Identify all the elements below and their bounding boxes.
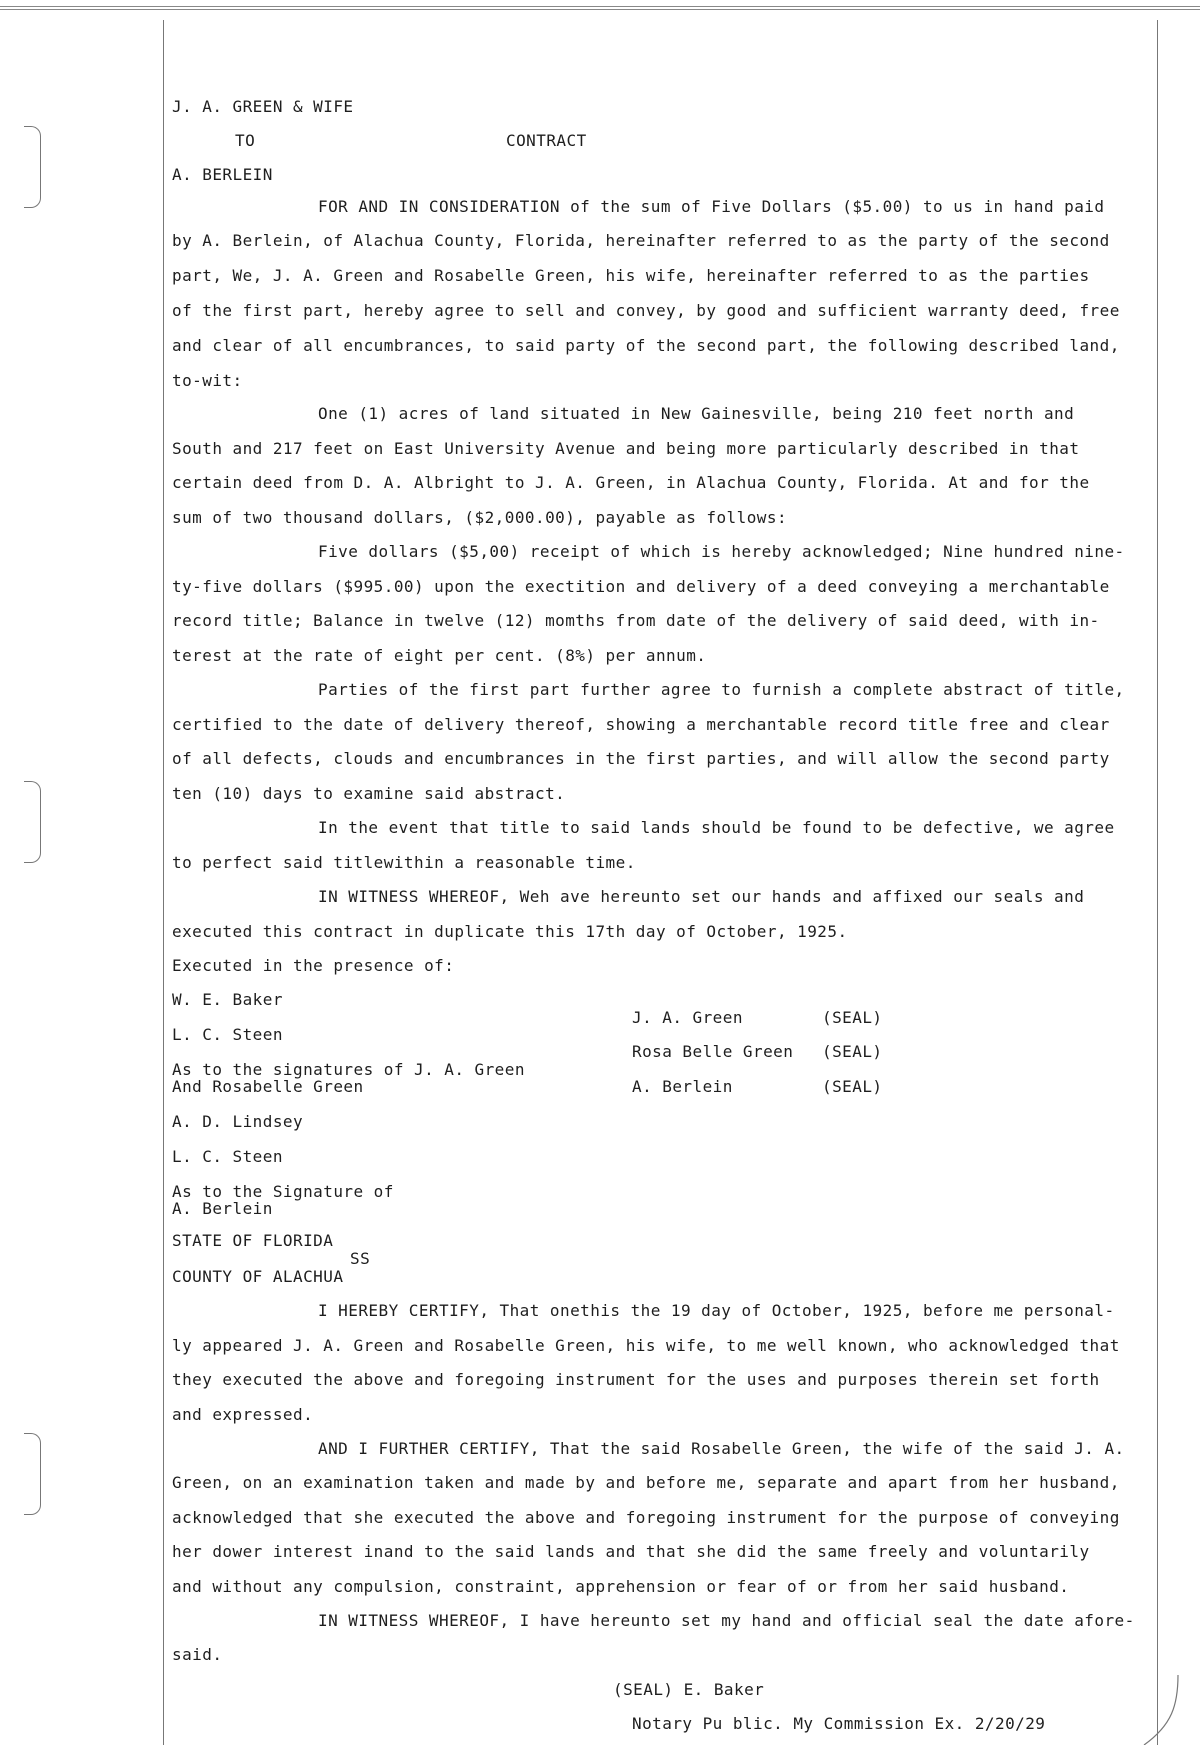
certificate-line-5: AND I FURTHER CERTIFY, That the said Rosabelle Green, the wife of the said J. A. [318, 1439, 1125, 1458]
signature-seal-3: (SEAL) [822, 1077, 883, 1096]
certificate-line-6: Green, on an examination taken and made by and before me, separate and apart from her husband, [172, 1473, 1120, 1492]
certificate-line-10: IN WITNESS WHEREOF, I have hereunto set my hand and official seal the date afore- [318, 1611, 1135, 1630]
certificate-line-2: ly appeared J. A. Green and Rosabelle Green, his wife, to me well known, who acknowledged that [172, 1336, 1120, 1355]
contract-line-3: part, We, J. A. Green and Rosabelle Green, his wife, hereinafter referred to as the parties [172, 266, 1090, 285]
venue-ss: SS [350, 1249, 371, 1268]
witness-2: L. C. Steen [172, 1025, 283, 1044]
to-heading: TO [235, 131, 256, 150]
binder-hole-1 [24, 126, 41, 208]
contract-line-17: of all defects, clouds and encumbrances in the first parties, and will allow the second party [172, 749, 1110, 768]
party1-heading: J. A. GREEN & WIFE [172, 97, 354, 116]
page-corner-curl [1142, 1675, 1182, 1745]
signature-seal-2: (SEAL) [822, 1042, 883, 1061]
witness-1: W. E. Baker [172, 990, 283, 1009]
certificate-line-1: I HEREBY CERTIFY, That onethis the 19 day of October, 1925, before me personal- [318, 1301, 1115, 1320]
contract-line-14: terest at the rate of eight per cent. (8%) per annum. [172, 646, 707, 665]
certificate-line-11: said. [172, 1645, 223, 1664]
contract-line-22: executed this contract in duplicate this 17th day of October, 1925. [172, 922, 848, 941]
contract-line-9: certain deed from D. A. Albright to J. A. Green, in Alachua County, Florida. At and for the [172, 473, 1090, 492]
document-title: CONTRACT [506, 131, 587, 150]
contract-line-7: One (1) acres of land situated in New Gainesville, being 210 feet north and [318, 404, 1075, 423]
contract-line-18: ten (10) days to examine said abstract. [172, 784, 566, 803]
contract-line-15: Parties of the first part further agree to furnish a complete abstract of title, [318, 680, 1125, 699]
notary-seal-line: (SEAL) E. Baker [613, 1680, 765, 1699]
witness-attestation-2: As to the Signature of A. Berlein [172, 1182, 394, 1218]
contract-line-12: ty-five dollars ($995.00) upon the exectition and delivery of a deed conveying a merchantable [172, 577, 1110, 596]
contract-line-16: certified to the date of delivery thereof, showing a merchantable record title free and clear [172, 715, 1110, 734]
venue-county: COUNTY OF ALACHUA [172, 1267, 344, 1286]
witness-3: A. D. Lindsey [172, 1112, 304, 1131]
binder-hole-2 [24, 781, 41, 863]
signature-name-2: Rosa Belle Green [632, 1042, 794, 1061]
contract-line-2: by A. Berlein, of Alachua County, Florida, hereinafter referred to as the party of the second [172, 231, 1110, 250]
party2-heading: A. BERLEIN [172, 165, 273, 184]
contract-line-4: of the first part, hereby agree to sell and convey, by good and sufficient warranty deed, free [172, 301, 1120, 320]
certificate-line-7: acknowledged that she executed the above and foregoing instrument for the purpose of conveying [172, 1508, 1120, 1527]
venue-state: STATE OF FLORIDA [172, 1231, 334, 1250]
contract-line-1: FOR AND IN CONSIDERATION of the sum of Five Dollars ($5.00) to us in hand paid [318, 197, 1105, 216]
signature-seal-1: (SEAL) [822, 1008, 883, 1027]
contract-line-19: In the event that title to said lands should be found to be defective, we agree [318, 818, 1115, 837]
certificate-line-9: and without any compulsion, constraint, apprehension or fear of or from her said husband. [172, 1577, 1070, 1596]
top-border-line-2 [0, 9, 1200, 10]
left-margin-line [163, 20, 164, 1745]
certificate-line-3: they executed the above and foregoing instrument for the uses and purposes therein set forth [172, 1370, 1100, 1389]
signature-name-3: A. Berlein [632, 1077, 733, 1096]
binder-hole-3 [24, 1433, 41, 1515]
contract-line-8: South and 217 feet on East University Avenue and being more particularly described in that [172, 439, 1080, 458]
contract-line-21: IN WITNESS WHEREOF, Weh ave hereunto set our hands and affixed our seals and [318, 887, 1085, 906]
contract-line-11: Five dollars ($5,00) receipt of which is hereby acknowledged; Nine hundred nine- [318, 542, 1125, 561]
contract-line-23: Executed in the presence of: [172, 956, 455, 975]
contract-line-5: and clear of all encumbrances, to said party of the second part, the following described land, [172, 336, 1120, 355]
notary-title-line: Notary Pu blic. My Commission Ex. 2/20/29 [632, 1714, 1046, 1733]
witness-4: L. C. Steen [172, 1147, 283, 1166]
contract-line-6: to-wit: [172, 371, 243, 390]
certificate-line-8: her dower interest inand to the said lands and that she did the same freely and voluntarily [172, 1542, 1090, 1561]
right-margin-line [1157, 20, 1158, 1745]
contract-line-10: sum of two thousand dollars, ($2,000.00), payable as follows: [172, 508, 788, 527]
contract-line-13: record title; Balance in twelve (12) momths from date of the delivery of said deed, with in- [172, 611, 1100, 630]
witness-attestation-1: As to the signatures of J. A. Green And Rosabelle Green [172, 1060, 525, 1096]
certificate-line-4: and expressed. [172, 1405, 314, 1424]
signature-name-1: J. A. Green [632, 1008, 743, 1027]
contract-line-20: to perfect said titlewithin a reasonable time. [172, 853, 636, 872]
top-border-line-1 [0, 6, 1200, 7]
